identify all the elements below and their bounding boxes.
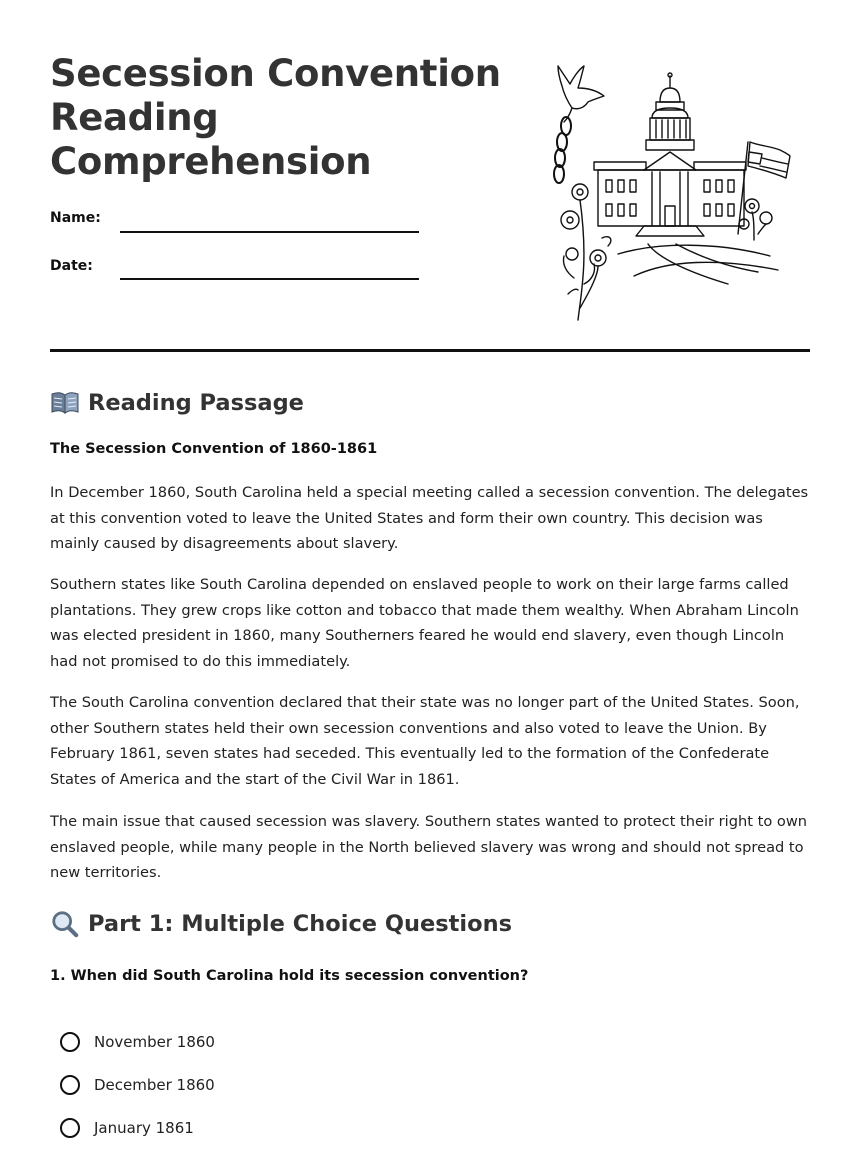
passage-title: The Secession Convention of 1860-1861 [50,441,378,457]
question-1-option-2[interactable] [60,1075,215,1095]
capitol-illustration [548,58,796,322]
passage-paragraph-4: The main issue that caused secession was slavery. Southern states wanted to protect their right to own enslaved people, while many people in the North believed slavery was wrong and should not spread to new territories. [50,813,808,882]
dove-icon [558,66,604,122]
option-label: November 1860 [94,1033,215,1051]
broken-chain-icon [554,117,571,183]
worksheet-title: Secession Convention Reading Comprehension [50,52,501,183]
magnifying-glass-icon [50,910,80,938]
question-1: 1. When did South Carolina hold its secession convention? [50,968,529,984]
open-book-icon [50,389,80,417]
reading-passage-heading: Reading Passage [50,389,304,417]
option-label: December 1860 [94,1076,215,1094]
option-label: January 1861 [94,1119,194,1137]
question-1-option-1[interactable] [60,1032,215,1052]
name-field[interactable] [120,231,419,233]
question-1-option-3[interactable] [60,1118,194,1138]
radio-button[interactable] [60,1032,80,1052]
date-field[interactable] [120,278,419,280]
flowers-icon [561,184,611,320]
header-divider [50,349,810,352]
passage-paragraph-2: Southern states like South Carolina depended on enslaved people to work on their large farms called plantations. They grew crops like cotton and tobacco that made them wealthy. When Abraham Lincoln was elected president in 1860, many Southerners feared he would end slavery, even though Lincoln had not promised to do this immediately. [50,576,799,670]
american-flag-icon [738,142,790,234]
name-label: Name: [50,210,101,226]
passage-paragraph-3: The South Carolina convention declared that their state was no longer part of the United States. Soon, other Southern states held their own secession conventions and also voted to leave the Union. By February 1861, seven states had seceded. This eventually led to the formation of the Confederate States of America and the start of the Civil War in 1861. [50,694,800,788]
capitol-building-icon [594,73,746,236]
radio-button[interactable] [60,1118,80,1138]
date-label: Date: [50,258,93,274]
passage-paragraph-1: In December 1860, South Carolina held a special meeting called a secession convention. The delegates at this convention voted to leave the United States and form their own country. This decision was mainly caused by disagreements about slavery. [50,484,809,553]
part1-heading: Part 1: Multiple Choice Questions [50,910,512,938]
radio-button[interactable] [60,1075,80,1095]
